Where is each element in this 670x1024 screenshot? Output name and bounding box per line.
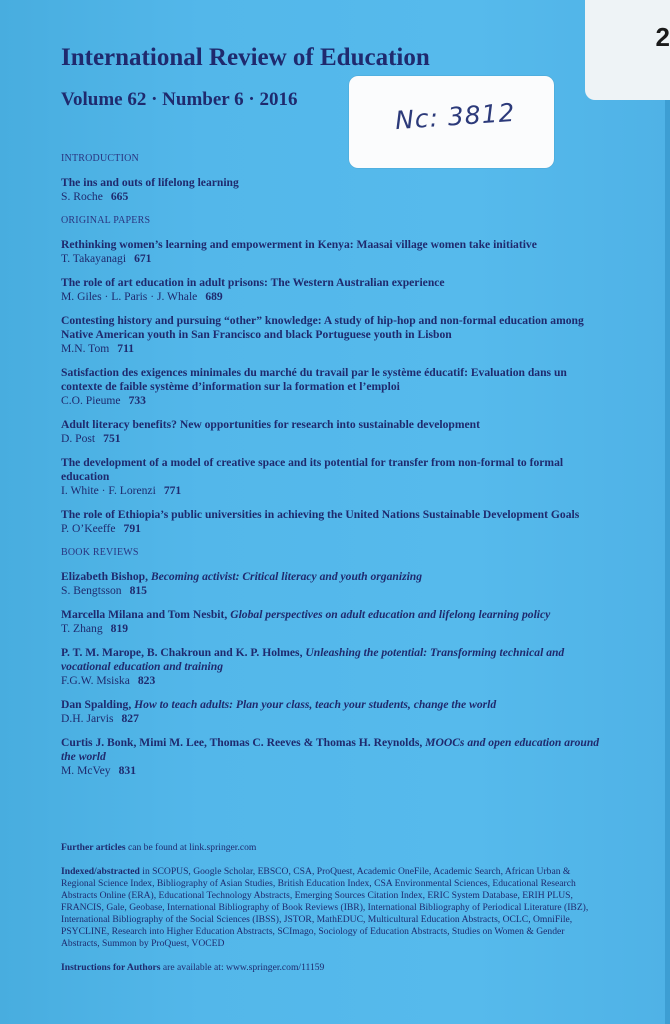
book-title: Unleashing the potential: Transforming technical and vocational education and training bbox=[61, 646, 565, 673]
author-names: M.N. Tom bbox=[61, 342, 110, 355]
page-number: 791 bbox=[123, 522, 141, 535]
volume-line: Volume 62 · Number 6 · 2016 bbox=[61, 89, 298, 110]
reviewer bbox=[61, 712, 601, 726]
author-names: T. Takayanagi bbox=[61, 252, 127, 265]
sticker-note: Nc: 3812 bbox=[394, 97, 517, 136]
author-names: P. O’Keeffe bbox=[61, 522, 116, 535]
author-names: S. Roche bbox=[61, 190, 103, 203]
article-entry bbox=[61, 276, 601, 304]
indexing-note: Indexed/abstracted in SCOPUS, Google Scholar, EBSCO, CSA, ProQuest, Academic OneFile, Academic Search, African Urban & Regional Science Index, Bibliography of Asian Studies, British Education Index, CSA Environmental Sciences, Educational Research Abstracts Online (ERA), Educational Technology Abstracts, Emerging Sources Citation Index, ERIC System Database, ERIH PLUS, FRANCIS, Gale, Geobase, International Bibliography of Book Reviews (IBR), International Bibliography of Periodical Literature (IBZ), International Bibliography of the Social Sciences (IBSS), JSTOR, MathEDUC, Multicultural Education Abstracts, OCLC, OmniFile, PSYCLINE, Research into Higher Education Abstracts, SCImago, Sociology of Education Abstracts, Studies on Women & Gender Abstracts, Summon by ProQuest, VOCED bbox=[61, 866, 589, 949]
article-authors bbox=[61, 522, 601, 536]
article-entry bbox=[61, 508, 601, 536]
page-number: 671 bbox=[134, 252, 152, 265]
review-title bbox=[61, 570, 601, 584]
article-title: The ins and outs of lifelong learning bbox=[61, 176, 239, 189]
reviewer-name: M. McVey bbox=[61, 764, 111, 777]
reviewer bbox=[61, 584, 601, 598]
article-title: Adult literacy benefits? New opportunities for research into sustainable development bbox=[61, 418, 480, 431]
article-authors bbox=[61, 432, 601, 446]
page-number: 665 bbox=[110, 190, 129, 203]
footer-notes bbox=[61, 842, 596, 986]
reviewed-author: P. T. M. Marope, B. Chakroun and K. P. Holmes, bbox=[61, 646, 306, 659]
reviewed-author: Dan Spalding, bbox=[61, 698, 135, 711]
reviewer-name: F.G.W. Msiska bbox=[61, 674, 130, 687]
section-label-introduction: INTRODUCTION bbox=[61, 153, 139, 164]
tab-number: 2 bbox=[655, 22, 670, 52]
page-number: 689 bbox=[205, 290, 223, 303]
introduction-list bbox=[61, 176, 601, 204]
review-entry bbox=[61, 570, 601, 598]
article-entry bbox=[61, 238, 601, 266]
reviewer bbox=[61, 764, 601, 778]
section-label-book-reviews: BOOK REVIEWS bbox=[61, 547, 139, 558]
page-number: 733 bbox=[128, 394, 146, 407]
section-label-original-papers: ORIGINAL PAPERS bbox=[61, 215, 151, 226]
article-title: The development of a model of creative space and its potential for transfer from non-formal to formal education bbox=[61, 456, 564, 483]
review-entry bbox=[61, 736, 601, 778]
author-instructions-note: Instructions for Authors are available at: www.springer.com/11159 bbox=[61, 962, 325, 973]
article-title: Rethinking women’s learning and empowerment in Kenya: Maasai village women take initiative bbox=[61, 238, 537, 251]
review-title bbox=[61, 736, 601, 764]
page-number: 815 bbox=[129, 584, 147, 597]
book-reviews-list bbox=[61, 570, 601, 778]
review-title bbox=[61, 698, 601, 712]
article-authors bbox=[61, 290, 601, 304]
article-title: Satisfaction des exigences minimales du marché du travail par le système éducatif: Evaluation dans un contexte de faible système d’information sur la formation et l’emploi bbox=[61, 366, 567, 393]
article-authors bbox=[61, 342, 601, 356]
page-number: 823 bbox=[137, 674, 156, 687]
reviewed-author: Elizabeth Bishop, bbox=[61, 570, 151, 583]
author-names: M. Giles · L. Paris · J. Whale bbox=[61, 290, 198, 303]
reviewed-author: Curtis J. Bonk, Mimi M. Lee, Thomas C. Reeves & Thomas H. Reynolds, bbox=[61, 736, 426, 749]
reviewed-author: Marcella Milana and Tom Nesbit, bbox=[61, 608, 231, 621]
review-title bbox=[61, 608, 601, 622]
article-title: Contesting history and pursuing “other” knowledge: A study of hip-hop and non-formal education among Native American youth in San Francisco and black Portuguese youth in Lisbon bbox=[61, 314, 584, 341]
reviewer-name: S. Bengtsson bbox=[61, 584, 122, 597]
article-entry bbox=[61, 366, 601, 408]
book-title: Becoming activist: Critical literacy and youth organizing bbox=[150, 570, 423, 583]
further-articles-note: Further articles can be found at link.springer.com bbox=[61, 842, 257, 853]
page-number: 831 bbox=[118, 764, 136, 777]
author-names: I. White · F. Lorenzi bbox=[61, 484, 156, 497]
page-number: 771 bbox=[163, 484, 182, 497]
article-authors bbox=[61, 484, 601, 498]
article-entry bbox=[61, 456, 601, 498]
page-number: 827 bbox=[121, 712, 139, 725]
page-edge bbox=[665, 100, 670, 1024]
article-entry bbox=[61, 418, 601, 446]
page-number: 751 bbox=[103, 432, 121, 445]
author-names: D. Post bbox=[61, 432, 96, 445]
article-entry bbox=[61, 314, 601, 356]
book-title: MOOCs and open education around the world bbox=[61, 736, 600, 763]
article-title: The role of Ethiopia’s public universities in achieving the United Nations Sustainable Development Goals bbox=[61, 508, 580, 521]
original-papers-list bbox=[61, 238, 601, 536]
reviewer-name: T. Zhang bbox=[61, 622, 103, 635]
index-tab bbox=[585, 0, 670, 100]
review-entry bbox=[61, 646, 601, 688]
article-authors bbox=[61, 190, 601, 204]
page-number: 819 bbox=[110, 622, 129, 635]
article-title: The role of art education in adult prisons: The Western Australian experience bbox=[61, 276, 445, 289]
reviewer-name: D.H. Jarvis bbox=[61, 712, 114, 725]
page-number: 711 bbox=[117, 342, 135, 355]
article-authors bbox=[61, 394, 601, 408]
article-entry bbox=[61, 176, 601, 204]
article-authors bbox=[61, 252, 601, 266]
book-title: How to teach adults: Plan your class, teach your students, change the world bbox=[134, 698, 497, 711]
journal-title: International Review of Education bbox=[61, 44, 430, 71]
review-entry bbox=[61, 698, 601, 726]
reviewer bbox=[61, 622, 601, 636]
review-entry bbox=[61, 608, 601, 636]
review-title bbox=[61, 646, 601, 674]
table-of-contents bbox=[61, 152, 601, 778]
book-title: Global perspectives on adult education and lifelong learning policy bbox=[230, 608, 551, 621]
author-names: C.O. Pieume bbox=[61, 394, 121, 407]
reviewer bbox=[61, 674, 601, 688]
